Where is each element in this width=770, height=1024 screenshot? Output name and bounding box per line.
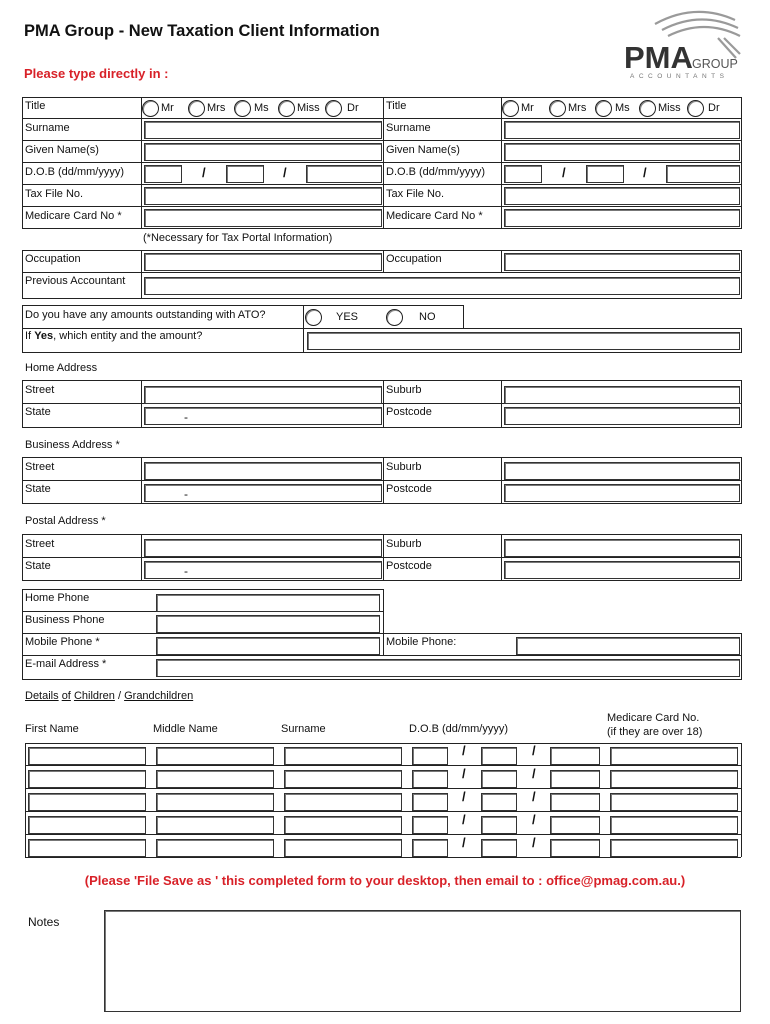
date-separator: / bbox=[532, 766, 536, 781]
table-border bbox=[22, 380, 742, 381]
table-border bbox=[25, 743, 26, 857]
child-middle-name-input[interactable] bbox=[156, 770, 274, 788]
medicare-note: (*Necessary for Tax Portal Information) bbox=[143, 232, 333, 244]
row-line bbox=[22, 272, 742, 273]
child-medicare-input[interactable] bbox=[610, 816, 738, 834]
business-postcode-input[interactable] bbox=[504, 484, 740, 502]
date-separator: / bbox=[462, 766, 466, 781]
table-divider bbox=[141, 250, 142, 298]
title-radio-miss-2[interactable] bbox=[639, 100, 656, 117]
table-border bbox=[741, 457, 742, 503]
child-dob-day-input[interactable] bbox=[412, 839, 448, 857]
table-border bbox=[22, 97, 742, 98]
title-option-label: Ms bbox=[615, 102, 630, 114]
home-state-input[interactable] bbox=[144, 407, 382, 425]
occupation-input[interactable] bbox=[144, 253, 382, 271]
table-divider bbox=[383, 534, 384, 580]
logo-group-text: GROUP bbox=[692, 57, 738, 71]
given-name-label-2: Given Name(s) bbox=[386, 144, 460, 156]
dob-label-2: D.O.B (dd/mm/yyyy) bbox=[386, 166, 486, 178]
notes-textarea[interactable] bbox=[104, 910, 741, 1012]
date-separator: / bbox=[202, 165, 206, 180]
child-first-name-input[interactable] bbox=[28, 839, 146, 857]
row-line bbox=[22, 480, 742, 481]
table-divider bbox=[141, 457, 142, 503]
email-input[interactable] bbox=[156, 659, 740, 677]
dob-month-input[interactable] bbox=[226, 165, 264, 183]
child-dob-year-input[interactable] bbox=[550, 770, 600, 788]
child-first-name-input[interactable] bbox=[28, 816, 146, 834]
table-border bbox=[22, 457, 23, 503]
street-label: Street bbox=[25, 384, 55, 396]
title-option-label: Miss bbox=[297, 102, 320, 114]
mobile-phone-input[interactable] bbox=[156, 637, 380, 655]
date-separator: / bbox=[283, 165, 287, 180]
home-phone-label: Home Phone bbox=[25, 592, 90, 604]
child-surname-input[interactable] bbox=[284, 770, 402, 788]
col-medicare: Medicare Card No. bbox=[607, 712, 700, 724]
ato-yes-radio[interactable] bbox=[305, 309, 322, 326]
table-divider bbox=[141, 534, 142, 580]
child-dob-day-input[interactable] bbox=[412, 747, 448, 765]
table-divider bbox=[501, 380, 502, 427]
state-separator: - bbox=[184, 410, 188, 424]
child-dob-day-input[interactable] bbox=[412, 770, 448, 788]
date-separator: / bbox=[462, 812, 466, 827]
title-radio-ms-2[interactable] bbox=[595, 100, 612, 117]
ato-question: Do you have any amounts outstanding with ATO? bbox=[25, 309, 266, 321]
postal-address-heading: Postal Address * bbox=[25, 515, 106, 527]
business-suburb-input[interactable] bbox=[504, 462, 740, 480]
title-option-label: Miss bbox=[658, 102, 681, 114]
home-street-input[interactable] bbox=[144, 386, 382, 404]
postal-postcode-input[interactable] bbox=[504, 561, 740, 579]
date-separator: / bbox=[532, 789, 536, 804]
col-middle-name: Middle Name bbox=[153, 723, 218, 735]
tfn-input-2[interactable] bbox=[504, 187, 740, 205]
child-surname-input[interactable] bbox=[284, 747, 402, 765]
table-border bbox=[22, 250, 23, 298]
child-surname-input[interactable] bbox=[284, 839, 402, 857]
mobile-phone-label-2: Mobile Phone: bbox=[386, 636, 457, 648]
table-border bbox=[22, 679, 742, 680]
col-dob: D.O.B (dd/mm/yyyy) bbox=[409, 723, 509, 735]
row-line bbox=[22, 162, 742, 163]
row-line bbox=[22, 557, 742, 558]
suburb-label: Suburb bbox=[386, 461, 422, 473]
children-heading: Details of Children / Grandchildren bbox=[25, 690, 194, 702]
business-phone-label: Business Phone bbox=[25, 614, 105, 626]
instruction-subtitle: Please type directly in : bbox=[24, 66, 169, 81]
child-middle-name-input[interactable] bbox=[156, 793, 274, 811]
logo-brand-text: PMA bbox=[624, 40, 693, 75]
tfn-label: Tax File No. bbox=[25, 188, 84, 200]
row-line bbox=[25, 834, 741, 835]
title-radio-dr[interactable] bbox=[325, 100, 342, 117]
row-line bbox=[22, 140, 742, 141]
child-dob-year-input[interactable] bbox=[550, 839, 600, 857]
child-dob-month-input[interactable] bbox=[481, 747, 517, 765]
child-medicare-input[interactable] bbox=[610, 839, 738, 857]
dob-year-input-2[interactable] bbox=[666, 165, 740, 183]
tfn-label-2: Tax File No. bbox=[386, 188, 445, 200]
child-middle-name-input[interactable] bbox=[156, 816, 274, 834]
child-medicare-input[interactable] bbox=[610, 793, 738, 811]
table-border bbox=[22, 298, 742, 299]
home-address-heading: Home Address bbox=[25, 362, 98, 374]
date-separator: / bbox=[462, 835, 466, 850]
postcode-label: Postcode bbox=[386, 560, 432, 572]
title-option-label: Mr bbox=[161, 102, 174, 114]
row-line bbox=[25, 811, 741, 812]
child-dob-month-input[interactable] bbox=[481, 816, 517, 834]
table-border bbox=[22, 589, 384, 590]
child-dob-day-input[interactable] bbox=[412, 816, 448, 834]
surname-label-2: Surname bbox=[386, 122, 431, 134]
ato-no-label: NO bbox=[419, 311, 436, 323]
title-radio-mrs-2[interactable] bbox=[549, 100, 566, 117]
table-border bbox=[22, 228, 742, 229]
row-line bbox=[22, 655, 742, 656]
dob-month-input-2[interactable] bbox=[586, 165, 624, 183]
table-divider bbox=[501, 250, 502, 272]
child-first-name-input[interactable] bbox=[28, 747, 146, 765]
title-option-label: Mr bbox=[521, 102, 534, 114]
home-suburb-input[interactable] bbox=[504, 386, 740, 404]
occupation-label: Occupation bbox=[25, 253, 81, 265]
tfn-input[interactable] bbox=[144, 187, 382, 205]
suburb-label: Suburb bbox=[386, 538, 422, 550]
surname-input[interactable] bbox=[144, 121, 382, 139]
state-separator: - bbox=[184, 487, 188, 501]
home-phone-input[interactable] bbox=[156, 594, 380, 612]
table-divider bbox=[501, 457, 502, 503]
child-dob-month-input[interactable] bbox=[481, 793, 517, 811]
ato-yes-label: YES bbox=[336, 311, 359, 323]
child-dob-year-input[interactable] bbox=[550, 793, 600, 811]
postcode-label: Postcode bbox=[386, 483, 432, 495]
table-divider bbox=[383, 250, 384, 272]
previous-accountant-input[interactable] bbox=[144, 277, 740, 295]
state-label: State bbox=[25, 560, 51, 572]
date-separator: / bbox=[462, 743, 466, 758]
table-border bbox=[741, 380, 742, 427]
title-radio-mr[interactable] bbox=[142, 100, 159, 117]
table-border bbox=[22, 305, 23, 352]
title-radio-mrs[interactable] bbox=[188, 100, 205, 117]
col-medicare-note: (if they are over 18) bbox=[607, 726, 703, 738]
street-label: Street bbox=[25, 461, 55, 473]
row-line bbox=[22, 328, 742, 329]
occupation-input-2[interactable] bbox=[504, 253, 740, 271]
notes-label: Notes bbox=[28, 915, 60, 929]
business-phone-input[interactable] bbox=[156, 615, 380, 633]
table-border bbox=[25, 857, 741, 858]
ato-entity-label: If Yes, which entity and the amount? bbox=[25, 330, 203, 342]
table-border bbox=[22, 305, 464, 306]
given-name-input[interactable] bbox=[144, 143, 382, 161]
ato-no-radio[interactable] bbox=[386, 309, 403, 326]
medicare-label-2: Medicare Card No * bbox=[386, 210, 483, 222]
surname-input-2[interactable] bbox=[504, 121, 740, 139]
email-label: E-mail Address * bbox=[25, 658, 107, 670]
given-name-input-2[interactable] bbox=[504, 143, 740, 161]
row-line bbox=[25, 765, 741, 766]
table-divider bbox=[141, 380, 142, 427]
postcode-label: Postcode bbox=[386, 406, 432, 418]
business-address-heading: Business Address * bbox=[25, 439, 120, 451]
child-dob-month-input[interactable] bbox=[481, 770, 517, 788]
child-medicare-input[interactable] bbox=[610, 770, 738, 788]
dob-year-input[interactable] bbox=[306, 165, 382, 183]
previous-accountant-label: Previous Accountant bbox=[25, 275, 126, 287]
date-separator: / bbox=[532, 835, 536, 850]
title-label: Title bbox=[25, 100, 46, 112]
date-separator: / bbox=[532, 812, 536, 827]
row-line bbox=[22, 206, 742, 207]
table-divider bbox=[383, 380, 384, 427]
dob-day-input[interactable] bbox=[144, 165, 182, 183]
home-postcode-input[interactable] bbox=[504, 407, 740, 425]
email-instruction: (Please 'File Save as ' this completed form to your desktop, then email to : office@pmag.com.au.) bbox=[84, 873, 686, 888]
postal-state-input[interactable] bbox=[144, 561, 382, 579]
table-border bbox=[741, 328, 742, 352]
given-name-label: Given Name(s) bbox=[25, 144, 99, 156]
table-divider bbox=[501, 534, 502, 580]
child-dob-day-input[interactable] bbox=[412, 793, 448, 811]
business-state-input[interactable] bbox=[144, 484, 382, 502]
title-radio-ms[interactable] bbox=[234, 100, 251, 117]
mobile-phone-label: Mobile Phone * bbox=[25, 636, 100, 648]
dob-label: D.O.B (dd/mm/yyyy) bbox=[25, 166, 125, 178]
business-street-input[interactable] bbox=[144, 462, 382, 480]
table-border bbox=[741, 633, 742, 679]
child-medicare-input[interactable] bbox=[610, 747, 738, 765]
child-dob-month-input[interactable] bbox=[481, 839, 517, 857]
table-border bbox=[22, 503, 742, 504]
date-separator: / bbox=[532, 743, 536, 758]
row-line bbox=[22, 118, 742, 119]
child-dob-year-input[interactable] bbox=[550, 816, 600, 834]
logo-tagline-text: ACCOUNTANTS bbox=[630, 73, 729, 80]
table-border bbox=[741, 743, 742, 857]
table-border bbox=[22, 250, 742, 251]
table-border bbox=[741, 534, 742, 580]
table-divider bbox=[383, 589, 384, 655]
table-border bbox=[22, 589, 23, 679]
dob-day-input-2[interactable] bbox=[504, 165, 542, 183]
medicare-label: Medicare Card No * bbox=[25, 210, 122, 222]
table-border bbox=[22, 427, 742, 428]
title-option-label: Ms bbox=[254, 102, 269, 114]
table-border bbox=[22, 457, 742, 458]
title-option-label: Mrs bbox=[207, 102, 226, 114]
title-radio-miss[interactable] bbox=[278, 100, 295, 117]
row-line bbox=[22, 633, 742, 634]
title-radio-dr-2[interactable] bbox=[687, 100, 704, 117]
table-border bbox=[463, 305, 464, 328]
table-border bbox=[741, 250, 742, 298]
title-option-label: Dr bbox=[708, 102, 720, 114]
medicare-input-2[interactable] bbox=[504, 209, 740, 227]
state-label: State bbox=[25, 406, 51, 418]
street-label: Street bbox=[25, 538, 55, 550]
child-first-name-input[interactable] bbox=[28, 793, 146, 811]
title-option-label: Mrs bbox=[568, 102, 587, 114]
postal-street-input[interactable] bbox=[144, 539, 382, 557]
medicare-input[interactable] bbox=[144, 209, 382, 227]
table-border bbox=[22, 534, 742, 535]
date-separator: / bbox=[462, 789, 466, 804]
child-middle-name-input[interactable] bbox=[156, 747, 274, 765]
col-first-name: First Name bbox=[25, 723, 79, 735]
date-separator: / bbox=[643, 165, 647, 180]
title-option-label: Dr bbox=[347, 102, 359, 114]
suburb-label: Suburb bbox=[386, 384, 422, 396]
title-radio-mr-2[interactable] bbox=[502, 100, 519, 117]
table-border bbox=[22, 534, 23, 580]
title-label-2: Title bbox=[386, 100, 407, 112]
mobile-phone-input-2[interactable] bbox=[516, 637, 740, 655]
table-divider bbox=[383, 457, 384, 503]
pma-logo bbox=[600, 8, 746, 80]
postal-suburb-input[interactable] bbox=[504, 539, 740, 557]
table-border bbox=[22, 352, 742, 353]
child-middle-name-input[interactable] bbox=[156, 839, 274, 857]
table-border bbox=[22, 380, 23, 427]
page-title: PMA Group - New Taxation Client Information bbox=[24, 22, 380, 40]
ato-entity-input[interactable] bbox=[307, 332, 740, 350]
occupation-label-2: Occupation bbox=[386, 253, 442, 265]
table-border bbox=[25, 743, 741, 744]
row-line bbox=[25, 788, 741, 789]
row-line bbox=[22, 184, 742, 185]
child-first-name-input[interactable] bbox=[28, 770, 146, 788]
state-separator: - bbox=[184, 564, 188, 578]
col-surname: Surname bbox=[281, 723, 326, 735]
table-divider bbox=[303, 305, 304, 352]
state-label: State bbox=[25, 483, 51, 495]
surname-label: Surname bbox=[25, 122, 70, 134]
child-dob-year-input[interactable] bbox=[550, 747, 600, 765]
child-surname-input[interactable] bbox=[284, 816, 402, 834]
date-separator: / bbox=[562, 165, 566, 180]
table-border bbox=[22, 580, 742, 581]
child-surname-input[interactable] bbox=[284, 793, 402, 811]
